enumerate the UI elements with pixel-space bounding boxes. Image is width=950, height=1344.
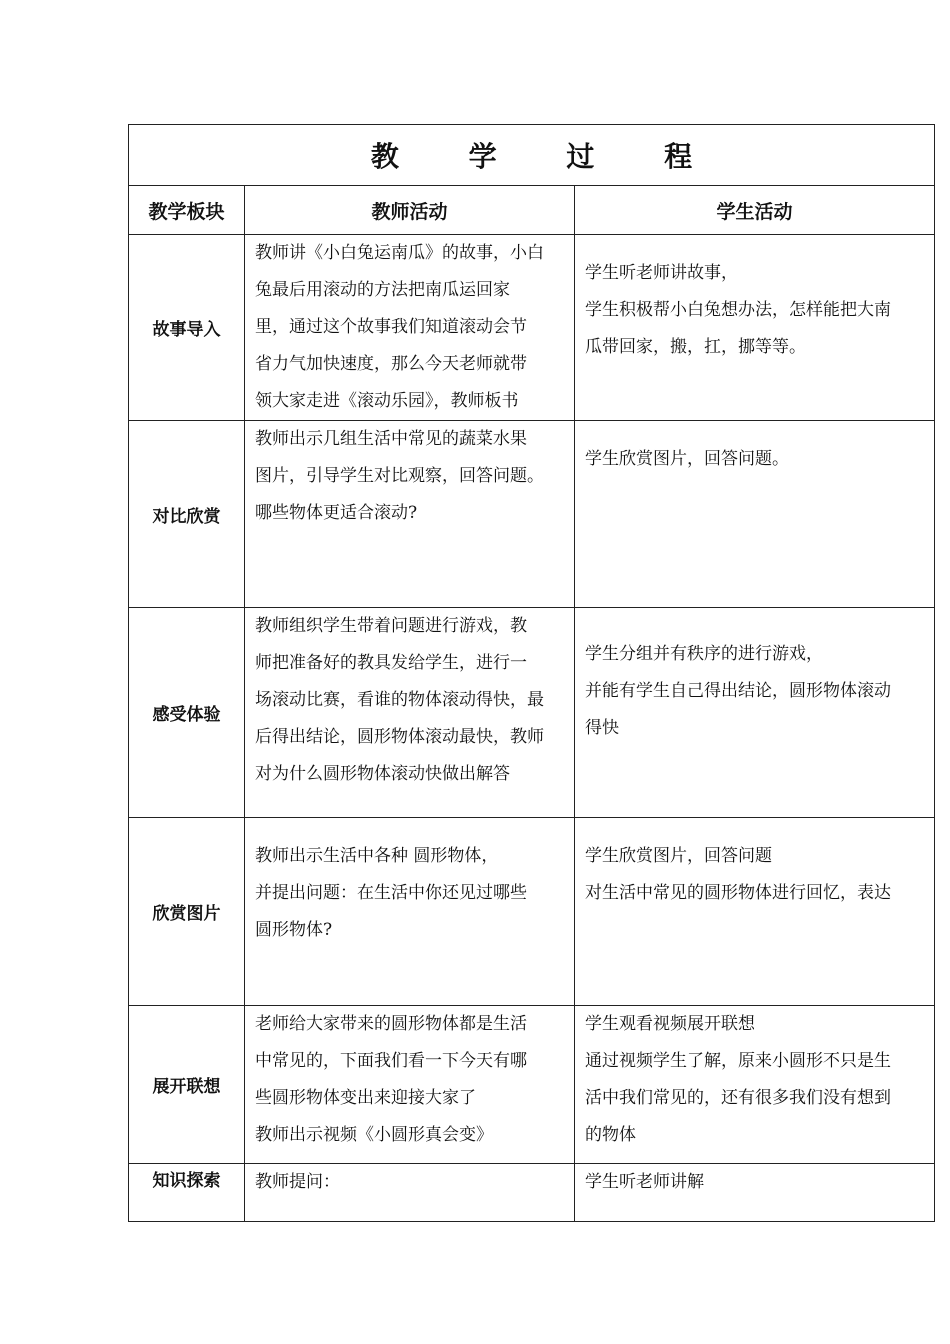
teacher-activity [245, 818, 575, 1006]
teacher-line: 师把准备好的教具发给学生，进行一 [255, 653, 527, 673]
student-line: 并能有学生自己得出结论，圆形物体滚动 [585, 681, 891, 701]
teacher-activity [245, 1164, 575, 1222]
table-row [129, 818, 935, 1006]
table-row [129, 608, 935, 818]
teacher-line: 教师出示几组生活中常见的蔬菜水果 [255, 429, 527, 449]
student-line: 学生观看视频展开联想 [585, 1014, 755, 1034]
table-title: 教 学 过 程 [129, 125, 935, 186]
student-line: 活中我们常见的，还有很多我们没有想到 [585, 1088, 891, 1108]
table-row [129, 421, 935, 608]
teacher-line: 省力气加快速度，那么今天老师就带 [255, 354, 527, 374]
student-activity [575, 1164, 935, 1222]
teacher-line: 并提出问题：在生活中你还见过哪些 [255, 883, 527, 903]
block-label: 对比欣赏 [129, 421, 245, 608]
student-line: 得快 [585, 718, 619, 738]
student-activity [575, 608, 935, 818]
teacher-line: 里，通过这个故事我们知道滚动会节 [255, 317, 527, 337]
student-line: 学生分组并有秩序的进行游戏， [585, 644, 823, 664]
teacher-line: 兔最后用滚动的方法把南瓜运回家 [255, 280, 510, 300]
teacher-line: 后得出结论，圆形物体滚动最快，教师 [255, 727, 544, 747]
student-line: 学生听老师讲故事， [585, 263, 738, 283]
block-label: 展开联想 [129, 1006, 245, 1164]
teacher-line: 教师讲《小白兔运南瓜》的故事，小白 [255, 243, 544, 263]
teacher-line: 些圆形物体变出来迎接大家了 [255, 1088, 476, 1108]
table-row [129, 1006, 935, 1164]
teaching-process-table [128, 124, 935, 1222]
block-label: 感受体验 [129, 608, 245, 818]
teacher-line: 中常见的，下面我们看一下今天有哪 [255, 1051, 527, 1071]
student-line: 学生听老师讲解 [585, 1172, 704, 1192]
teacher-line: 教师提问： [255, 1172, 340, 1192]
teacher-activity [245, 421, 575, 608]
block-label: 欣赏图片 [129, 818, 245, 1006]
student-activity [575, 1006, 935, 1164]
header-student: 学生活动 [575, 186, 935, 235]
teacher-activity [245, 235, 575, 421]
teacher-line: 哪些物体更适合滚动? [255, 503, 418, 523]
teacher-activity [245, 1006, 575, 1164]
student-activity [575, 818, 935, 1006]
teacher-line: 图片，引导学生对比观察，回答问题。 [255, 466, 544, 486]
student-line: 通过视频学生了解，原来小圆形不只是生 [585, 1051, 891, 1071]
teacher-activity [245, 608, 575, 818]
student-line: 学生欣赏图片，回答问题。 [585, 449, 789, 469]
student-line: 瓜带回家，搬，扛，挪等等。 [585, 337, 806, 357]
header-row [129, 186, 935, 235]
student-line: 对生活中常见的圆形物体进行回忆，表达 [585, 883, 891, 903]
teacher-line: 教师出示视频《小圆形真会变》 [255, 1125, 493, 1145]
student-activity [575, 235, 935, 421]
student-line: 的物体 [585, 1125, 636, 1145]
title-row [129, 125, 935, 186]
student-line: 学生欣赏图片，回答问题 [585, 846, 772, 866]
block-label: 故事导入 [129, 235, 245, 421]
block-label: 知识探索 [129, 1164, 245, 1222]
teacher-line: 领大家走进《滚动乐园》，教师板书 [255, 391, 519, 411]
table-row [129, 235, 935, 421]
table-row [129, 1164, 935, 1222]
teacher-line: 老师给大家带来的圆形物体都是生活 [255, 1014, 527, 1034]
student-activity [575, 421, 935, 608]
teacher-line: 对为什么圆形物体滚动快做出解答 [255, 764, 510, 784]
teacher-line: 教师出示生活中各种 圆形物体， [255, 846, 499, 866]
teacher-line: 圆形物体? [255, 920, 333, 940]
teacher-line: 教师组织学生带着问题进行游戏，教 [255, 616, 527, 636]
student-line: 学生积极帮小白兔想办法，怎样能把大南 [585, 300, 891, 320]
header-block: 教学板块 [129, 186, 245, 235]
header-teacher: 教师活动 [245, 186, 575, 235]
teacher-line: 场滚动比赛，看谁的物体滚动得快，最 [255, 690, 544, 710]
